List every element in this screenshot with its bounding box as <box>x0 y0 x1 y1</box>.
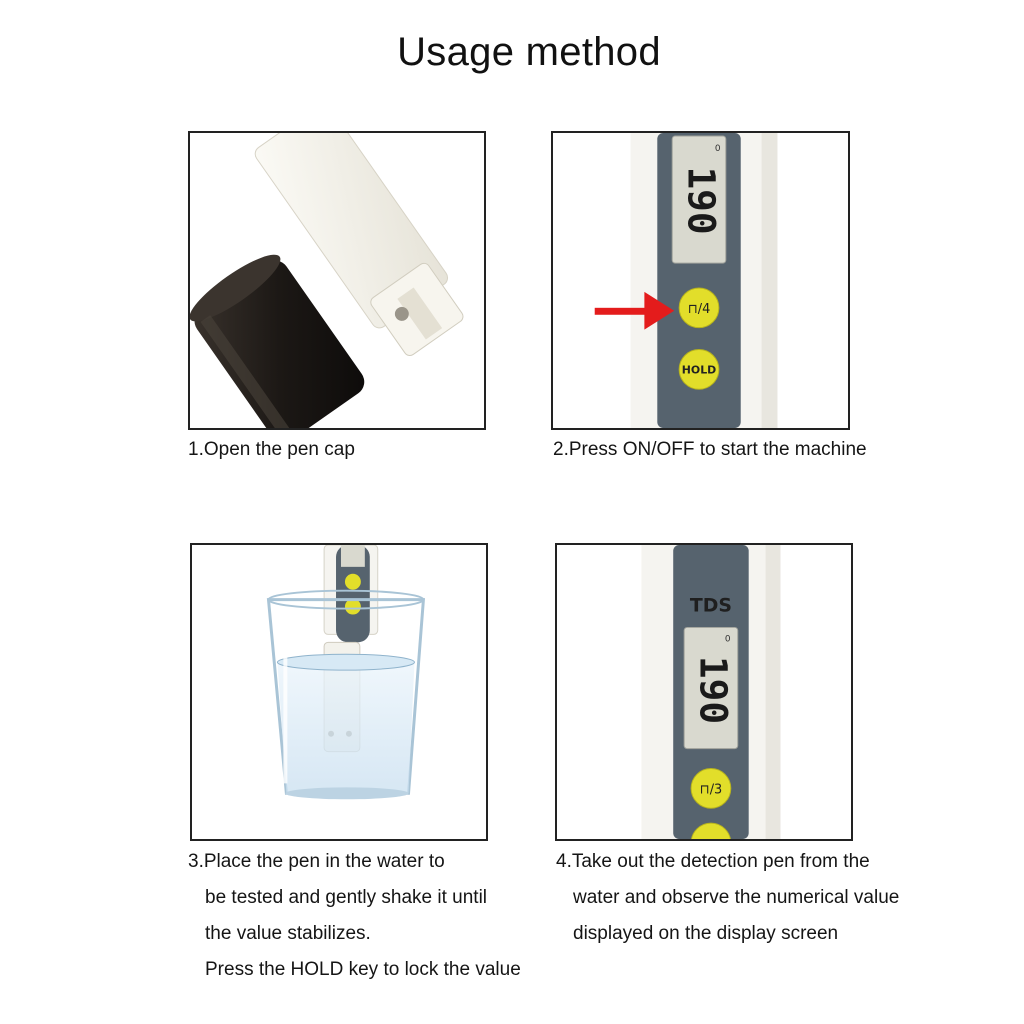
tds-pen-icon <box>553 133 848 428</box>
water-glass-icon <box>192 545 486 839</box>
hold-button-label: HOLD <box>681 363 717 377</box>
display-value: 190 <box>691 655 736 725</box>
step-3-image <box>190 543 488 841</box>
power-button-label: ⊓/4 <box>687 301 711 317</box>
caption-line: Press the HOLD key to lock the value <box>205 959 521 980</box>
tds-pen-icon <box>557 545 851 839</box>
caption-line: 3.Place the pen in the water to <box>188 851 445 872</box>
caption-line: displayed on the display screen <box>573 923 839 944</box>
step-3-caption <box>188 844 521 988</box>
device-label: TDS <box>689 594 733 617</box>
caption-line: 1.Open the pen cap <box>188 439 355 460</box>
step-2-caption <box>553 432 867 468</box>
caption-line: 2.Press ON/OFF to start the machine <box>553 439 867 460</box>
step-4-caption <box>556 844 899 952</box>
svg-text:0: 0 <box>714 143 721 154</box>
page-title: Usage method <box>397 30 661 74</box>
step-1-caption <box>188 432 355 468</box>
caption-line: the value stabilizes. <box>205 923 371 944</box>
caption-line: water and observe the numerical value <box>573 887 900 908</box>
caption-line: be tested and gently shake it until <box>205 887 488 908</box>
svg-text:0: 0 <box>724 634 731 645</box>
step-1-image <box>188 131 486 430</box>
pen-cap-icon <box>190 133 484 428</box>
step-2-image <box>551 131 850 430</box>
step-4-image <box>555 543 853 841</box>
caption-line: 4.Take out the detection pen from the <box>556 851 870 872</box>
power-button-label: ⊓/3 <box>699 782 723 798</box>
display-value: 190 <box>679 166 724 235</box>
